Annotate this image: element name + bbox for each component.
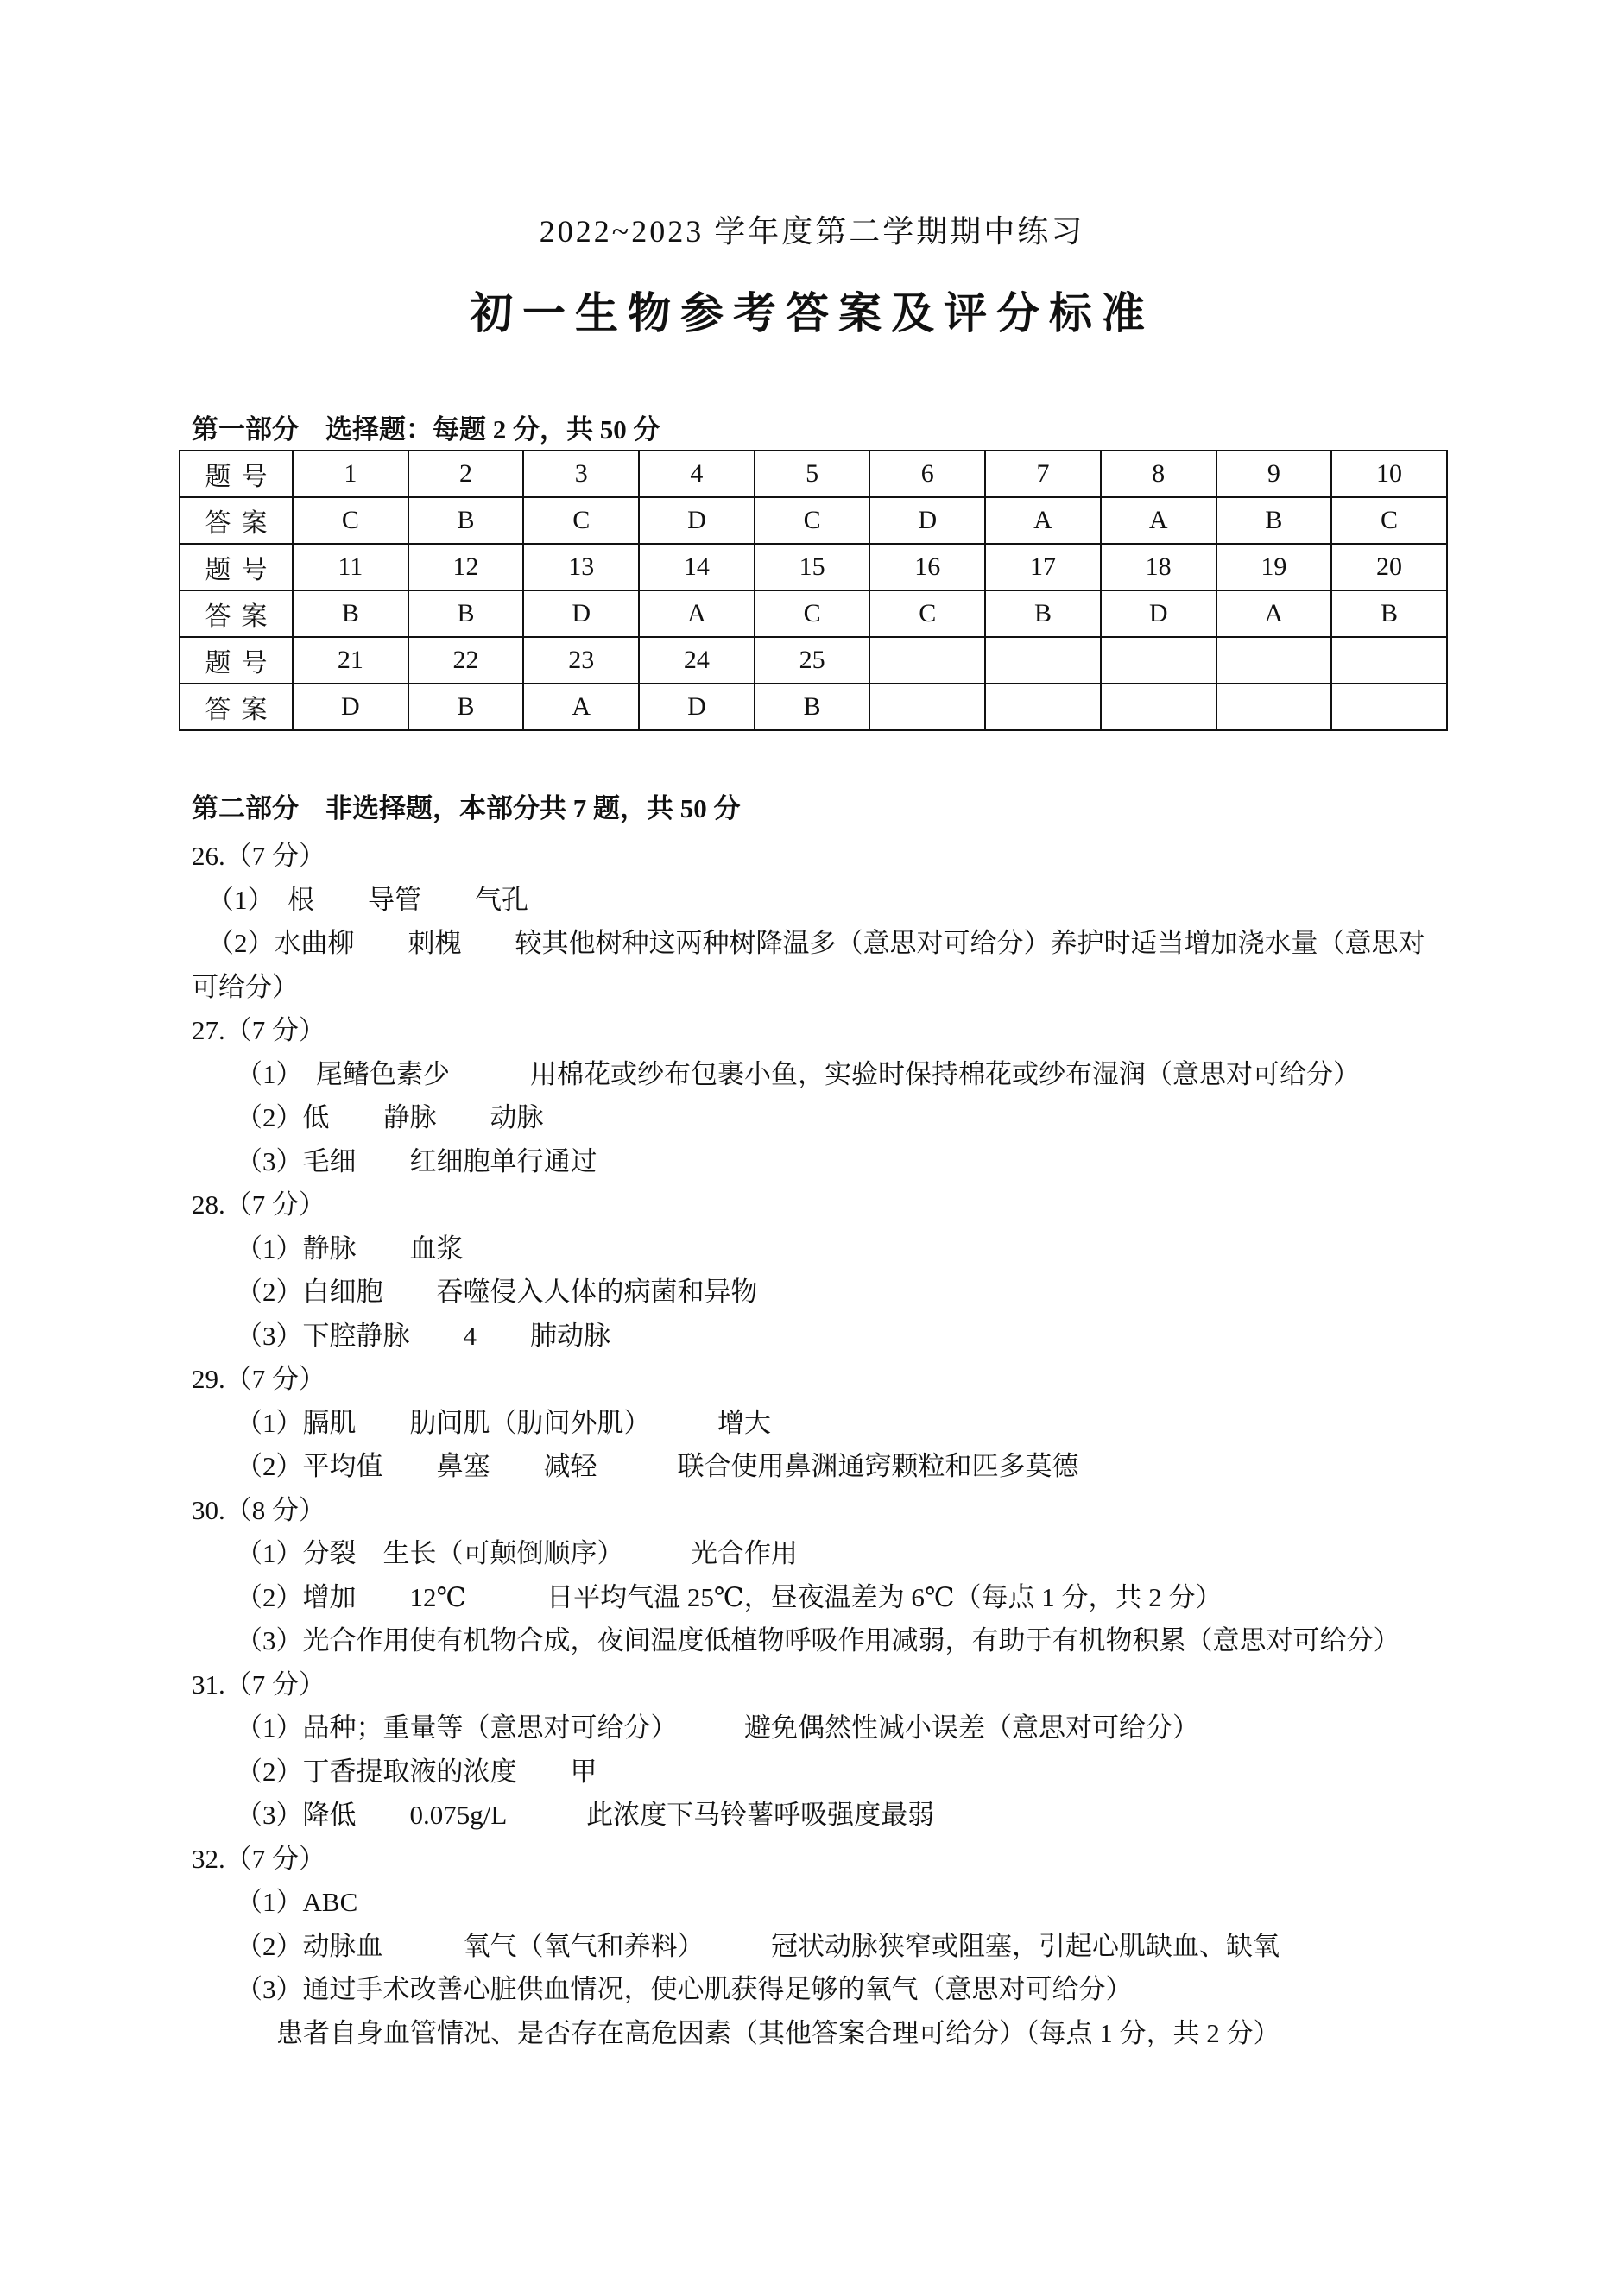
answer-27-3: （3）毛细 红细胞单行通过: [236, 1145, 597, 1176]
answer-cell: 10: [1331, 451, 1447, 497]
answer-32-2: （2）动脉血 氧气（氧气和养料） 冠状动脉狭窄或阻塞，引起心肌缺血、缺氧: [236, 1930, 1280, 1961]
table-row: [180, 497, 1447, 544]
answer-cell: 22: [408, 637, 524, 684]
answer-cell: C: [1331, 497, 1447, 544]
question-29-header: 29.（7 分）: [192, 1364, 325, 1394]
answer-30-3: （3）光合作用使有机物合成，夜间温度低植物呼吸作用减弱，有助于有机物积累（意思对可给分）: [236, 1625, 1400, 1656]
answer-cell: 6: [869, 451, 985, 497]
answer-cell: 8: [1101, 451, 1216, 497]
table-row: [180, 544, 1447, 590]
answer-cell: D: [293, 684, 408, 730]
answer-cell: [1216, 684, 1332, 730]
row-header-cell: 题号: [180, 451, 293, 497]
question-28-header: 28.（7 分）: [192, 1189, 325, 1220]
answer-26-2: （2）水曲柳 刺槐 较其他树种这两种树降温多（意思对可给分）养护时适当增加浇水量（意思对: [207, 928, 1425, 958]
answer-29-1: （1）膈肌 肋间肌（肋间外肌） 增大: [236, 1407, 771, 1438]
part1-heading: 第一部分 选择题：每题 2 分，共 50 分: [192, 414, 660, 445]
answer-32-3-wrap: 患者自身血管情况、是否存在高危因素（其他答案合理可给分）（每点 1 分，共 2 分）: [276, 2017, 1280, 2048]
answer-cell: [1216, 637, 1332, 684]
document-subtitle: 初一生物参考答案及评分标准: [470, 289, 1154, 337]
answer-cell: [1331, 684, 1447, 730]
answer-cell: C: [293, 497, 408, 544]
answer-32-3: （3）通过手术改善心脏供血情况，使心肌获得足够的氧气（意思对可给分）: [236, 1974, 1133, 2004]
answer-31-3: （3）降低 0.075g/L 此浓度下马铃薯呼吸强度最弱: [236, 1800, 935, 1830]
answer-cell: 20: [1331, 544, 1447, 590]
answer-cell: B: [408, 590, 524, 637]
answer-28-2: （2）白细胞 吞噬侵入人体的病菌和异物: [236, 1277, 758, 1307]
table-row: [180, 590, 1447, 637]
question-26-header: 26.（7 分）: [192, 841, 325, 871]
answer-cell: 19: [1216, 544, 1332, 590]
answer-cell: [985, 684, 1101, 730]
answer-26-1: （1） 根 导管 气孔: [207, 884, 528, 915]
answer-cell: 18: [1101, 544, 1216, 590]
answer-28-1: （1）静脉 血浆: [236, 1233, 464, 1264]
row-header-cell: 答案: [180, 590, 293, 637]
answer-cell: [1101, 684, 1216, 730]
answer-cell: D: [869, 497, 985, 544]
answer-cell: B: [408, 497, 524, 544]
question-32-header: 32.（7 分）: [192, 1843, 325, 1874]
answer-cell: 11: [293, 544, 408, 590]
answer-26-2-wrap: 可给分）: [192, 971, 299, 1002]
answer-cell: B: [1331, 590, 1447, 637]
answer-cell: A: [639, 590, 755, 637]
answer-cell: C: [755, 590, 870, 637]
part2-heading: 第二部分 非选择题，本部分共 7 题，共 50 分: [192, 793, 741, 823]
answer-cell: D: [639, 684, 755, 730]
row-header-cell: 答案: [180, 684, 293, 730]
answer-29-2: （2）平均值 鼻塞 减轻 联合使用鼻渊通窍颗粒和匹多莫德: [236, 1451, 1079, 1481]
answer-cell: [1331, 637, 1447, 684]
answer-cell: [869, 684, 985, 730]
answer-cell: 16: [869, 544, 985, 590]
answer-cell: A: [523, 684, 639, 730]
answer-cell: 2: [408, 451, 524, 497]
answer-cell: 7: [985, 451, 1101, 497]
answer-30-2: （2）增加 12℃ 日平均气温 25℃，昼夜温差为 6℃（每点 1 分，共 2 分）: [236, 1581, 1223, 1612]
answer-cell: [985, 637, 1101, 684]
answer-cell: B: [293, 590, 408, 637]
answer-cell: 13: [523, 544, 639, 590]
answer-cell: C: [869, 590, 985, 637]
answer-cell: 12: [408, 544, 524, 590]
answer-cell: C: [755, 497, 870, 544]
answer-cell: 5: [755, 451, 870, 497]
answer-cell: A: [985, 497, 1101, 544]
row-header-cell: 答案: [180, 497, 293, 544]
answer-cell: C: [523, 497, 639, 544]
answer-32-1: （1）ABC: [236, 1887, 358, 1917]
answer-cell: 1: [293, 451, 408, 497]
row-header-cell: 题号: [180, 637, 293, 684]
question-27-header: 27.（7 分）: [192, 1015, 325, 1045]
table-row: [180, 637, 1447, 684]
row-header-cell: 题号: [180, 544, 293, 590]
answer-cell: [1101, 637, 1216, 684]
answer-27-1: （1） 尾鳍色素少 用棉花或纱布包裹小鱼，实验时保持棉花或纱布湿润（意思对可给分）: [236, 1058, 1360, 1089]
answer-28-3: （3）下腔静脉 4 肺动脉: [236, 1320, 610, 1351]
answer-27-2: （2）低 静脉 动脉: [236, 1102, 544, 1132]
table-row: [180, 684, 1447, 730]
document-title: 2022~2023 学年度第二学期期中练习: [539, 214, 1085, 249]
answer-cell: 17: [985, 544, 1101, 590]
answer-cell: 25: [755, 637, 870, 684]
answer-31-2: （2）丁香提取液的浓度 甲: [236, 1756, 597, 1787]
answer-cell: 3: [523, 451, 639, 497]
answer-cell: D: [639, 497, 755, 544]
answer-cell: [869, 637, 985, 684]
answer-cell: B: [408, 684, 524, 730]
question-30-header: 30.（8 分）: [192, 1494, 325, 1525]
answer-cell: 9: [1216, 451, 1332, 497]
answer-30-1: （1）分裂 生长（可颠倒顺序） 光合作用: [236, 1538, 798, 1568]
question-31-header: 31.（7 分）: [192, 1668, 325, 1700]
part2-answers: [0, 835, 1624, 2055]
answer-cell: 21: [293, 637, 408, 684]
answer-cell: 4: [639, 451, 755, 497]
answer-cell: D: [523, 590, 639, 637]
answer-cell: D: [1101, 590, 1216, 637]
answer-cell: 23: [523, 637, 639, 684]
answer-cell: B: [755, 684, 870, 730]
answer-cell: A: [1101, 497, 1216, 544]
answer-cell: 24: [639, 637, 755, 684]
answer-cell: 15: [755, 544, 870, 590]
answer-31-1: （1）品种；重量等（意思对可给分） 避免偶然性减小误差（意思对可给分）: [236, 1713, 1199, 1743]
answer-cell: B: [985, 590, 1101, 637]
answer-cell: 14: [639, 544, 755, 590]
multiple-choice-answer-table: [179, 450, 1448, 731]
answer-cell: A: [1216, 590, 1332, 637]
answer-cell: B: [1216, 497, 1332, 544]
table-row: [180, 451, 1447, 497]
